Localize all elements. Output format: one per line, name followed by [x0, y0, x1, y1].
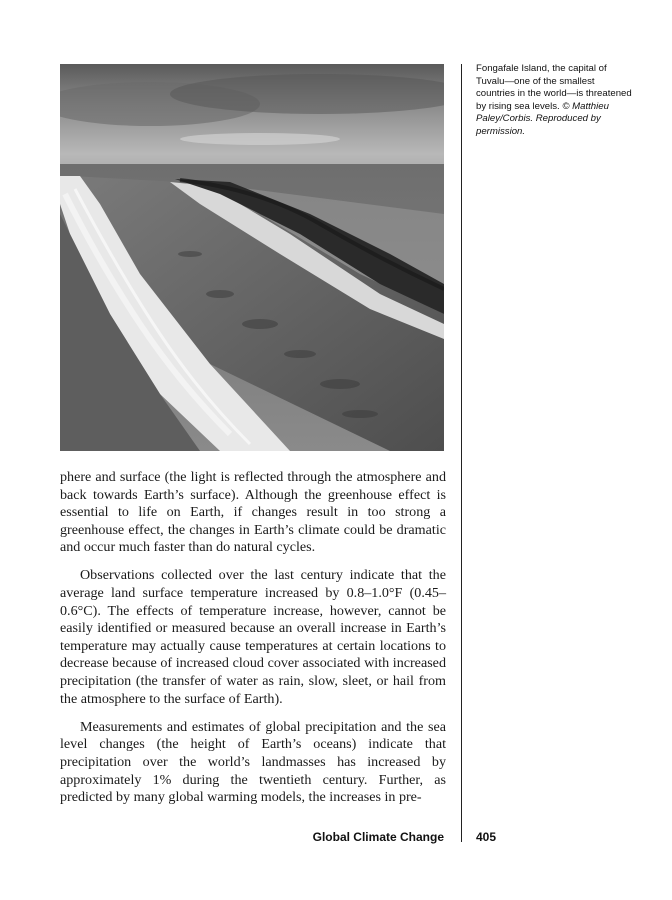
column-divider [461, 64, 462, 842]
island-photo [60, 64, 444, 451]
figure-caption [476, 63, 636, 139]
paragraph-1: phere and surface (the light is reflected through the atmosphere and back towards Earth’s surface). Although the greenhouse effect is essential to life on Earth, if changes result in too strong a greenhouse effect, the changes in Earth’s climate could be dramatic and occur much faster than do natural cycles. [60, 469, 446, 556]
body-text [60, 469, 446, 817]
paragraph-2: Observations collected over the last century indicate that the average land surface temperature increased by 0.8–1.0°F (0.45–0.6°C). The effects of temperature increase, however, cannot be easily identified or measured because an overall increase in Earth’s temperature may actually cause temperatures at certain locations to decrease because of increased cloud cover associated with increased precipitation (the transfer of water as rain, slow, sleet, or hail from the atmosphere to the surface of Earth). [60, 567, 446, 707]
photo-credit: © Matthieu Paley/Corbis. Reproduced by permission. [476, 100, 609, 137]
page-number: 405 [476, 830, 497, 844]
running-footer-title: Global Climate Change [312, 830, 444, 844]
caption-text: Fongafale Island, the capital of Tuvalu—one of the smallest countries in the world—is threatened by rising sea levels. [476, 63, 632, 112]
paragraph-3: Measurements and estimates of global precipitation and the sea level changes (the height of Earth’s oceans) indicate that precipitation over the world’s landmasses has increased by approximately 1% during the twentieth century. Further, as predicted by many global warming models, the increases in pre- [60, 718, 446, 806]
